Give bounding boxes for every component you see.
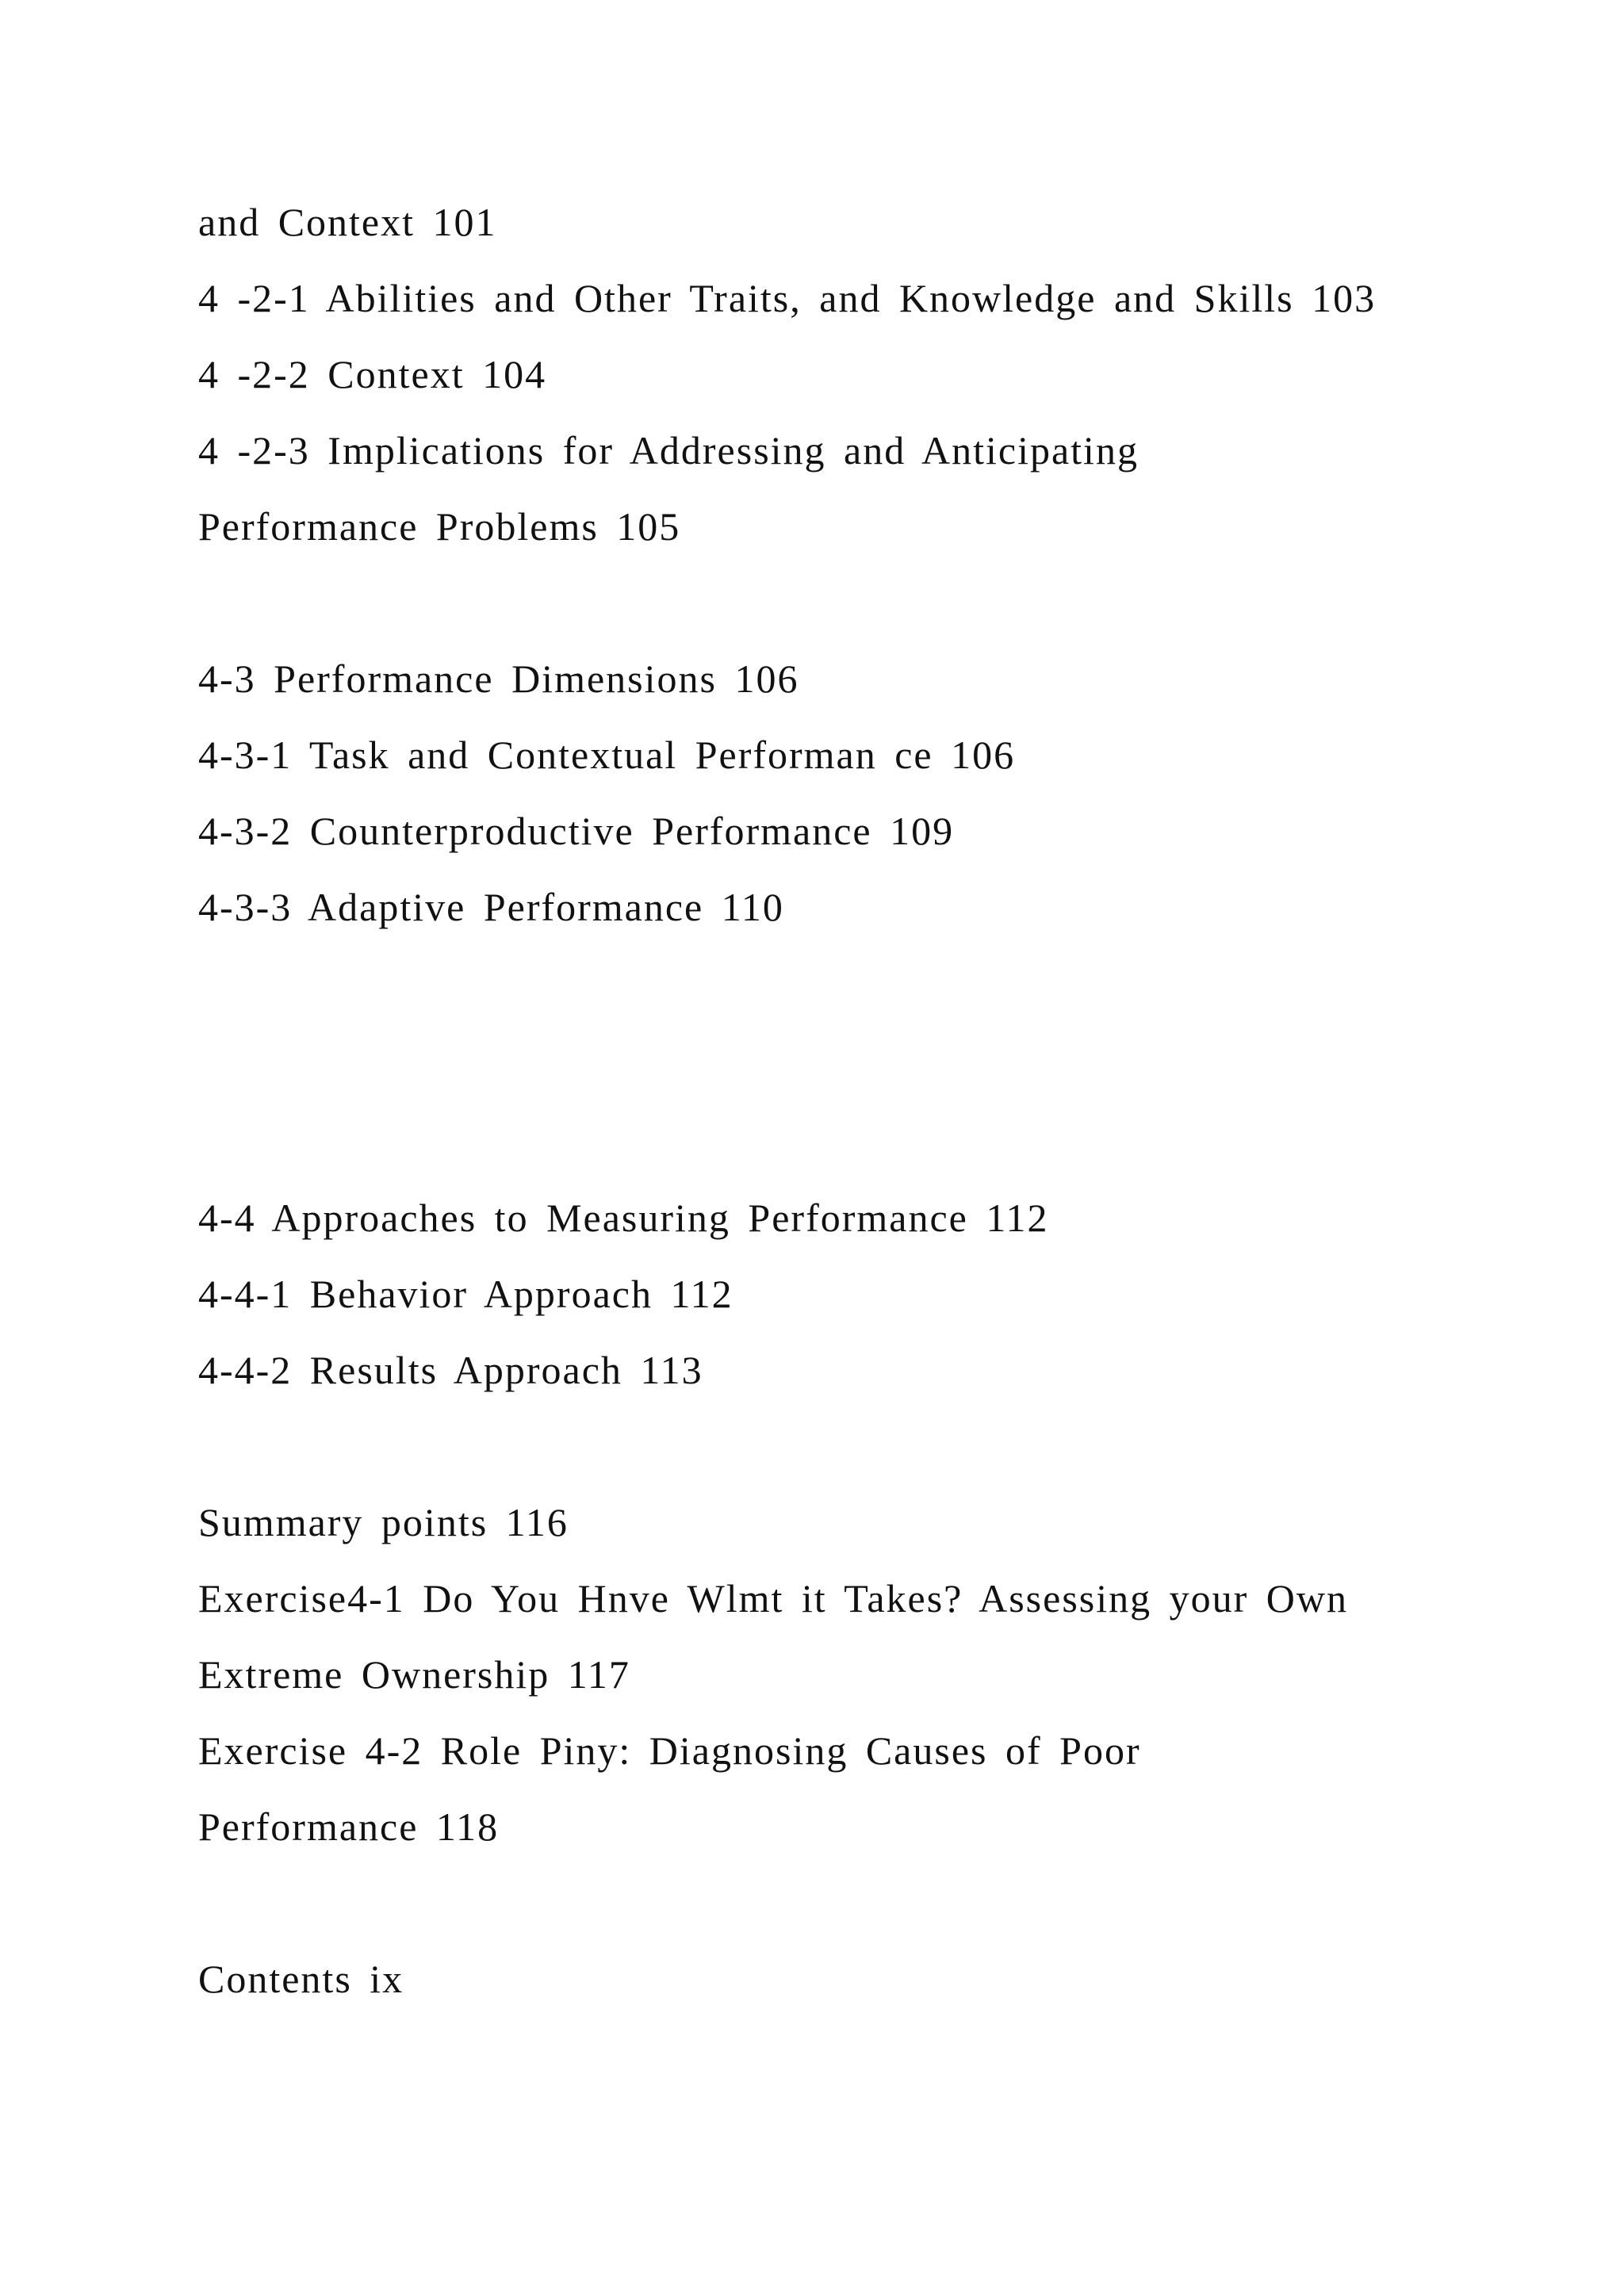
running-footer: Contents ix: [198, 1957, 404, 2001]
toc-entry-exercise-4-2: Exercise 4-2 Role Piny: Diagnosing Causes of Poor: [198, 1728, 1141, 1773]
toc-entry-4-2-3: 4 -2-3 Implications for Addressing and Anticipating: [198, 428, 1139, 473]
toc-entry-4-4-2: 4-4-2 Results Approach 113: [198, 1348, 703, 1392]
toc-entry-4-3: 4-3 Performance Dimensions 106: [198, 656, 799, 701]
toc-entry-4-2-1: 4 -2-1 Abilities and Other Traits, and Knowledge and Skills 103: [198, 276, 1377, 320]
toc-entry-4-4: 4-4 Approaches to Measuring Performance 112: [198, 1196, 1049, 1240]
toc-entry-4-3-1: 4-3-1 Task and Contextual Performan ce 106: [198, 733, 1016, 777]
toc-entry-exercise-4-1-continued: Extreme Ownership 117: [198, 1652, 630, 1697]
toc-entry-exercise-4-1: Exercise4-1 Do You Hnve Wlmt it Takes? Assessing your Own: [198, 1576, 1348, 1621]
toc-entry-exercise-4-2-continued: Performance 118: [198, 1804, 500, 1849]
toc-entry-4-4-1: 4-4-1 Behavior Approach 112: [198, 1272, 733, 1316]
toc-entry-4-3-2: 4-3-2 Counterproductive Performance 109: [198, 809, 955, 853]
toc-entry-4-2-2: 4 -2-2 Context 104: [198, 352, 547, 396]
toc-entry-summary-points: Summary points 116: [198, 1500, 569, 1544]
toc-entry-4-2-3-continued: Performance Problems 105: [198, 504, 681, 549]
toc-entry-and-context: and Context 101: [198, 200, 497, 244]
toc-entry-4-3-3: 4-3-3 Adaptive Performance 110: [198, 885, 784, 929]
